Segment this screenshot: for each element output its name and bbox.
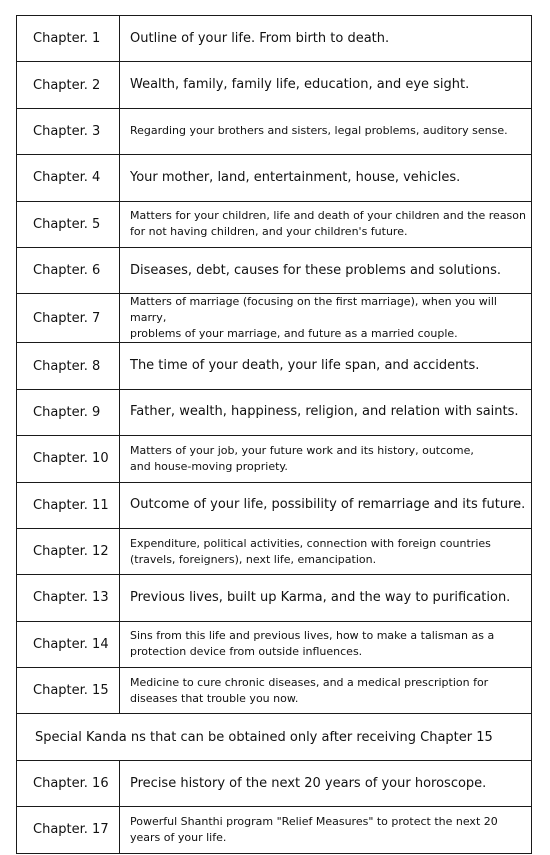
- chapter-description-cell: [120, 668, 532, 714]
- chapter-description-cell: [120, 760, 532, 806]
- chapter-description-cell: [120, 201, 532, 247]
- chapter-row: [17, 201, 532, 247]
- chapter-description: The time of your death, your life span, and accidents.: [130, 358, 480, 374]
- chapter-description-cell: [120, 575, 532, 621]
- chapter-row: [17, 807, 532, 853]
- chapter-description: Expenditure, political activities, connection with foreign countries (travels, foreigners), next life, emancipation.: [130, 536, 491, 566]
- special-note-row: [17, 714, 532, 760]
- chapter-row: [17, 621, 532, 667]
- chapters-table: [16, 15, 532, 854]
- chapter-label: Chapter. 5: [17, 201, 120, 247]
- chapter-description-cell: [120, 621, 532, 667]
- chapter-row: [17, 436, 532, 482]
- chapter-description: Matters for your children, life and death of your children and the reason for not having children, and your children's future.: [130, 209, 526, 239]
- chapter-description-cell: [120, 108, 532, 154]
- chapter-description: Precise history of the next 20 years of your horoscope.: [130, 775, 487, 791]
- chapter-row: [17, 247, 532, 293]
- chapters-body: [17, 16, 532, 854]
- chapter-description-cell: [120, 247, 532, 293]
- chapter-description: Sins from this life and previous lives, how to make a talisman as a protection device from outside influences.: [130, 629, 495, 659]
- chapter-label: Chapter. 13: [17, 575, 120, 621]
- chapter-label: Chapter. 11: [17, 482, 120, 528]
- chapter-row: [17, 108, 532, 154]
- chapter-description: Father, wealth, happiness, religion, and relation with saints.: [130, 404, 519, 420]
- chapter-label: Chapter. 1: [17, 16, 120, 62]
- chapter-description-cell: [120, 294, 532, 343]
- chapter-description: Powerful Shanthi program "Relief Measures" to protect the next 20 years of your life.: [130, 814, 498, 844]
- chapter-description-cell: [120, 343, 532, 389]
- chapter-row: [17, 155, 532, 201]
- chapter-description-cell: [120, 389, 532, 435]
- chapter-description-cell: [120, 528, 532, 574]
- chapter-description-cell: [120, 16, 532, 62]
- chapter-label: Chapter. 15: [17, 668, 120, 714]
- chapter-description: Regarding your brothers and sisters, legal problems, auditory sense.: [130, 124, 508, 138]
- chapter-label: Chapter. 2: [17, 62, 120, 108]
- chapter-description-cell: [120, 436, 532, 482]
- chapter-description-cell: [120, 155, 532, 201]
- chapter-label: Chapter. 14: [17, 621, 120, 667]
- special-note: Special Kanda ns that can be obtained only after receiving Chapter 15: [17, 714, 532, 760]
- chapter-description-cell: [120, 807, 532, 853]
- chapter-label: Chapter. 6: [17, 247, 120, 293]
- chapter-label: Chapter. 8: [17, 343, 120, 389]
- chapter-description-cell: [120, 62, 532, 108]
- chapter-label: Chapter. 3: [17, 108, 120, 154]
- chapter-description: Matters of your job, your future work and its history, outcome, and house-moving propriety.: [130, 443, 474, 473]
- chapter-row: [17, 389, 532, 435]
- chapter-description: Previous lives, built up Karma, and the way to purification.: [130, 589, 511, 605]
- chapter-label: Chapter. 10: [17, 436, 120, 482]
- chapter-description: Outcome of your life, possibility of remarriage and its future.: [130, 497, 526, 513]
- chapter-label: Chapter. 12: [17, 528, 120, 574]
- chapter-row: [17, 294, 532, 343]
- chapter-row: [17, 668, 532, 714]
- chapter-row: [17, 482, 532, 528]
- chapter-description: Your mother, land, entertainment, house, vehicles.: [130, 169, 461, 185]
- chapter-row: [17, 528, 532, 574]
- chapter-row: [17, 575, 532, 621]
- chapter-row: [17, 343, 532, 389]
- chapter-row: [17, 760, 532, 806]
- chapter-label: Chapter. 17: [17, 807, 120, 853]
- chapter-description-cell: [120, 482, 532, 528]
- chapter-row: [17, 16, 532, 62]
- chapter-label: Chapter. 7: [17, 294, 120, 343]
- chapter-description: Diseases, debt, causes for these problems and solutions.: [130, 262, 501, 278]
- chapter-description: Outline of your life. From birth to death.: [130, 30, 390, 46]
- chapter-label: Chapter. 9: [17, 389, 120, 435]
- chapter-label: Chapter. 16: [17, 760, 120, 806]
- chapter-description: Medicine to cure chronic diseases, and a medical prescription for diseases that trouble you now.: [130, 675, 489, 705]
- chapter-description: Wealth, family, family life, education, and eye sight.: [130, 77, 470, 93]
- chapter-label: Chapter. 4: [17, 155, 120, 201]
- chapter-row: [17, 62, 532, 108]
- chapter-description: Matters of marriage (focusing on the first marriage), when you will marry, problems of your marriage, and future as a married couple.: [130, 295, 497, 341]
